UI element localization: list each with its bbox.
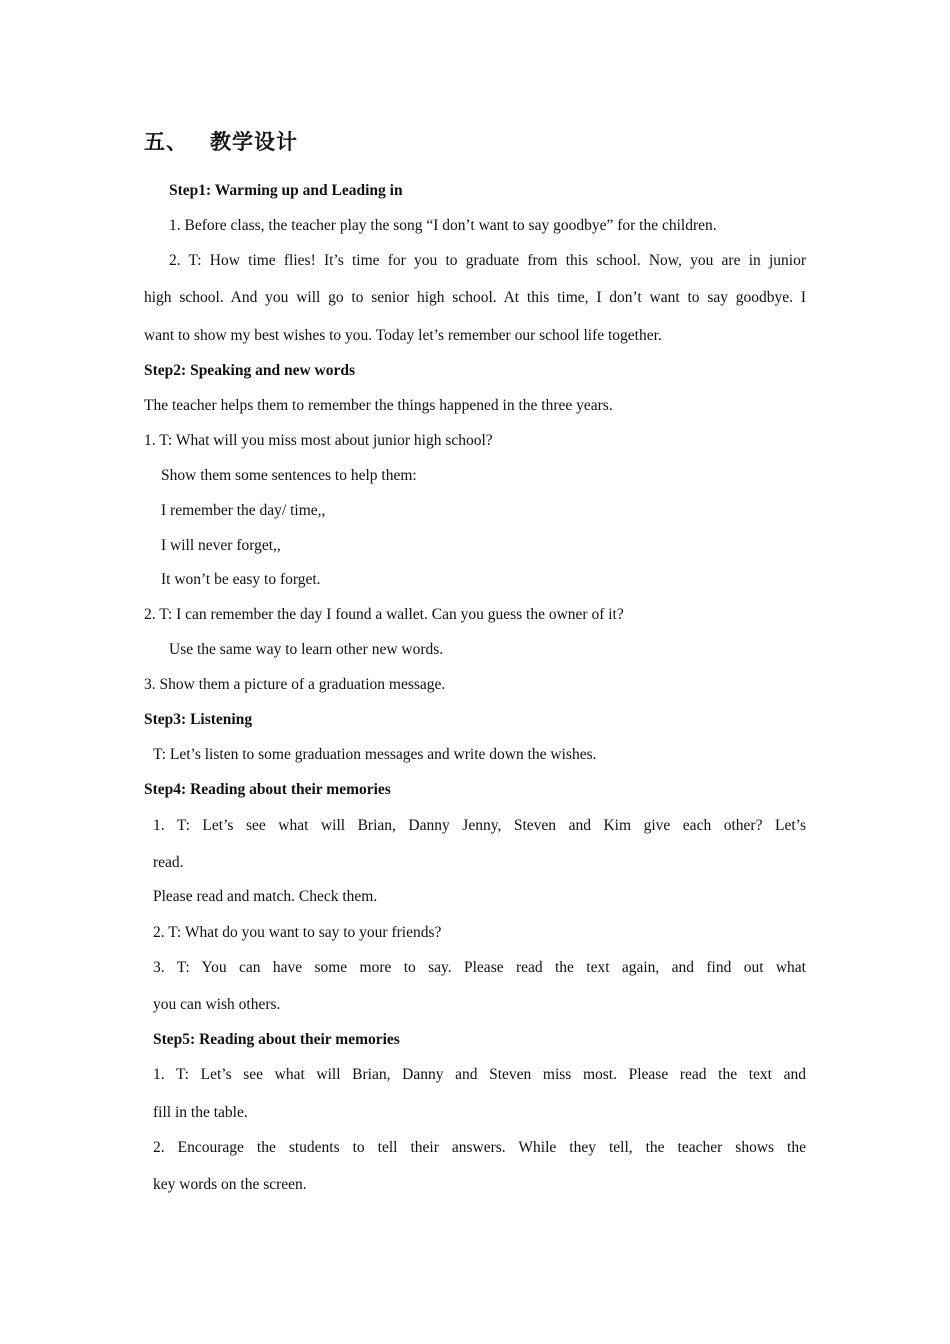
step5-heading: Step5: Reading about their memories [153,1031,400,1048]
step2-item-2-note: Use the same way to learn other new words. [169,641,444,658]
step2-sentence-2: I will never forget,, [161,537,281,554]
step3-heading: Step3: Listening [144,711,253,728]
step1-item-2-line-3: want to show my best wishes to you. Today let’s remember our school life together. [144,327,662,344]
step2-sentence-3: It won’t be easy to forget. [161,571,321,588]
step4-item-1-note: Please read and match. Check them. [153,888,378,905]
step2-heading: Step2: Speaking and new words [144,362,356,379]
step4-item-1-line-2: read. [153,854,184,871]
step2-sentence-1: I remember the day/ time,, [161,502,326,519]
step4-heading: Step4: Reading about their memories [144,781,391,798]
step5-item-2-line-2: key words on the screen. [153,1176,307,1193]
section-number: 五、 [144,130,188,154]
step2-item-1: 1. T: What will you miss most about junior high school? [144,432,493,449]
step5-item-2-line-1: 2. Encourage the students to tell their answers. While they tell, the teacher shows the [153,1139,806,1156]
step2-item-3: 3. Show them a picture of a graduation message. [144,676,446,693]
step4-item-3-line-1: 3. T: You can have some more to say. Please read the text again, and find out what [153,959,806,976]
step2-item-1-note: Show them some sentences to help them: [161,467,417,484]
step2-intro: The teacher helps them to remember the things happened in the three years. [144,397,613,414]
step4-item-3-line-2: you can wish others. [153,996,281,1013]
step5-item-1-line-1: 1. T: Let’s see what will Brian, Danny and Steven miss most. Please read the text and [153,1066,806,1083]
section-heading [144,126,298,156]
step2-item-2: 2. T: I can remember the day I found a wallet. Can you guess the owner of it? [144,606,624,623]
step1-item-2-line-1: 2. T: How time flies! It’s time for you to graduate from this school. Now, you are in junior [169,252,806,269]
step1-heading: Step1: Warming up and Leading in [169,182,403,199]
step4-item-1-line-1: 1. T: Let’s see what will Brian, Danny Jenny, Steven and Kim give each other? Let’s [153,817,806,834]
step3-item: T: Let’s listen to some graduation messages and write down the wishes. [153,746,597,763]
step4-item-2: 2. T: What do you want to say to your friends? [153,924,442,941]
step1-item-1: 1. Before class, the teacher play the song “I don’t want to say goodbye” for the children. [169,217,717,234]
step5-item-1-line-2: fill in the table. [153,1104,248,1121]
step1-item-2-line-2: high school. And you will go to senior high school. At this time, I don’t want to say goodbye. I [144,289,806,306]
section-title: 教学设计 [210,130,298,154]
